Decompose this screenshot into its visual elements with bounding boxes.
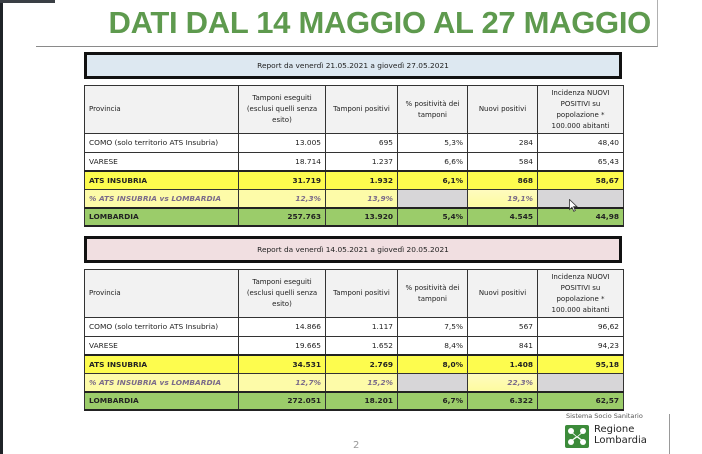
report-2-title: Report da venerdì 14.05.2021 a giovedì 20.05.2021 [84,236,622,263]
page-number: 2 [353,440,360,451]
cell-tamponi-positivi: 1.237 [326,152,398,171]
col-header-tamponi-positivi: Tamponi positivi [326,270,398,318]
slide-title: DATI DAL 14 MAGGIO AL 27 MAGGIO [36,0,658,47]
logo-name-line2: Lombardia [594,435,647,446]
cell-provincia: COMO (solo territorio ATS Insubria) [85,318,239,337]
cell-positivita: 8,0% [398,355,468,374]
cell-positivita-empty [398,189,468,208]
cell-incidenza: 95,18 [538,355,624,374]
report-1-table [84,85,624,227]
col-header-incidenza: Incidenza NUOVI POSITIVI su popolazione * 100.000 abitanti [538,270,624,318]
cell-positivita: 6,7% [398,392,468,411]
cell-nuovi-positivi: 868 [468,171,538,190]
cell-nuovi-positivi: 284 [468,134,538,153]
col-header-nuovi-positivi: Nuovi positivi [468,86,538,134]
cell-positivita: 5,3% [398,134,468,153]
cell-nuovi-positivi: 584 [468,152,538,171]
cell-incidenza: 65,43 [538,152,624,171]
cell-incidenza: 48,40 [538,134,624,153]
cell-nuovi-positivi: 567 [468,318,538,337]
cell-tamponi-positivi: 18.201 [326,392,398,411]
regione-lombardia-logo [563,412,671,454]
cell-nuovi-positivi: 4.545 [468,208,538,227]
table-row-ats-vs-lombardia [85,189,624,208]
table-row-varese [85,336,624,355]
cell-incidenza: 96,62 [538,318,624,337]
cell-tamponi-positivi: 15,2% [326,373,398,392]
table-row-lombardia [85,208,624,227]
logo-name [594,424,647,446]
cell-tamponi-eseguiti: 34.531 [239,355,326,374]
report-1-title: Report da venerdì 21.05.2021 a giovedì 27.05.2021 [84,52,622,79]
cell-nuovi-positivi: 1.408 [468,355,538,374]
cell-tamponi-positivi: 13.920 [326,208,398,227]
rosa-camuna-icon [565,425,589,448]
mouse-cursor-icon [569,199,578,212]
col-header-provincia: Provincia [85,270,239,318]
cell-provincia: ATS INSUBRIA [85,171,239,190]
cell-incidenza-empty [538,373,624,392]
cell-positivita: 7,5% [398,318,468,337]
cell-provincia: VARESE [85,336,239,355]
cell-positivita: 8,4% [398,336,468,355]
cell-incidenza: 44,98 [538,208,624,227]
cell-provincia: ATS INSUBRIA [85,355,239,374]
window-left-edge [0,0,3,454]
cell-provincia: % ATS INSUBRIA vs LOMBARDIA [85,373,239,392]
cell-positivita: 6,1% [398,171,468,190]
table-row-como [85,134,624,153]
cell-provincia: VARESE [85,152,239,171]
col-header-provincia: Provincia [85,86,239,134]
cell-tamponi-positivi: 1.117 [326,318,398,337]
cell-tamponi-eseguiti: 14.866 [239,318,326,337]
cell-tamponi-eseguiti: 12,7% [239,373,326,392]
table-row-lombardia [85,392,624,411]
cell-positivita: 6,6% [398,152,468,171]
cell-tamponi-positivi: 695 [326,134,398,153]
cell-tamponi-positivi: 1.652 [326,336,398,355]
table-row-como [85,318,624,337]
cell-provincia: LOMBARDIA [85,208,239,227]
logo-caption: Sistema Socio Sanitario [566,412,643,420]
col-header-tamponi-positivi: Tamponi positivi [326,86,398,134]
table-row-ats-vs-lombardia [85,373,624,392]
cell-positivita: 5,4% [398,208,468,227]
cell-nuovi-positivi: 22,3% [468,373,538,392]
cell-provincia: % ATS INSUBRIA vs LOMBARDIA [85,189,239,208]
col-header-incidenza: Incidenza NUOVI POSITIVI su popolazione * 100.000 abitanti [538,86,624,134]
cell-provincia: LOMBARDIA [85,392,239,411]
report-2-table [84,269,624,411]
cell-tamponi-eseguiti: 18.714 [239,152,326,171]
cell-tamponi-positivi: 1.932 [326,171,398,190]
cell-tamponi-eseguiti: 31.719 [239,171,326,190]
cell-nuovi-positivi: 841 [468,336,538,355]
logo-divider [669,414,670,454]
cell-tamponi-eseguiti: 13.005 [239,134,326,153]
cell-tamponi-eseguiti: 12,3% [239,189,326,208]
col-header-positivita: % positività dei tamponi [398,270,468,318]
col-header-tamponi-eseguiti: Tamponi eseguiti (esclusi quelli senza esito) [239,86,326,134]
table-row-ats-insubria [85,355,624,374]
cell-tamponi-positivi: 2.769 [326,355,398,374]
cell-positivita-empty [398,373,468,392]
cell-tamponi-eseguiti: 19.665 [239,336,326,355]
table-row-varese [85,152,624,171]
cell-incidenza: 58,67 [538,171,624,190]
col-header-positivita: % positività dei tamponi [398,86,468,134]
cell-tamponi-eseguiti: 272.051 [239,392,326,411]
logo-name-line1: Regione [594,424,635,435]
table-row-ats-insubria [85,171,624,190]
col-header-nuovi-positivi: Nuovi positivi [468,270,538,318]
cell-nuovi-positivi: 19,1% [468,189,538,208]
cell-tamponi-positivi: 13,9% [326,189,398,208]
cell-incidenza: 94,23 [538,336,624,355]
table-header-row [85,86,624,134]
cell-tamponi-eseguiti: 257.763 [239,208,326,227]
table-header-row [85,270,624,318]
col-header-tamponi-eseguiti: Tamponi eseguiti (esclusi quelli senza esito) [239,270,326,318]
cell-provincia: COMO (solo territorio ATS Insubria) [85,134,239,153]
cell-incidenza-empty [538,189,624,208]
cell-nuovi-positivi: 6.322 [468,392,538,411]
cell-incidenza: 62,57 [538,392,624,411]
